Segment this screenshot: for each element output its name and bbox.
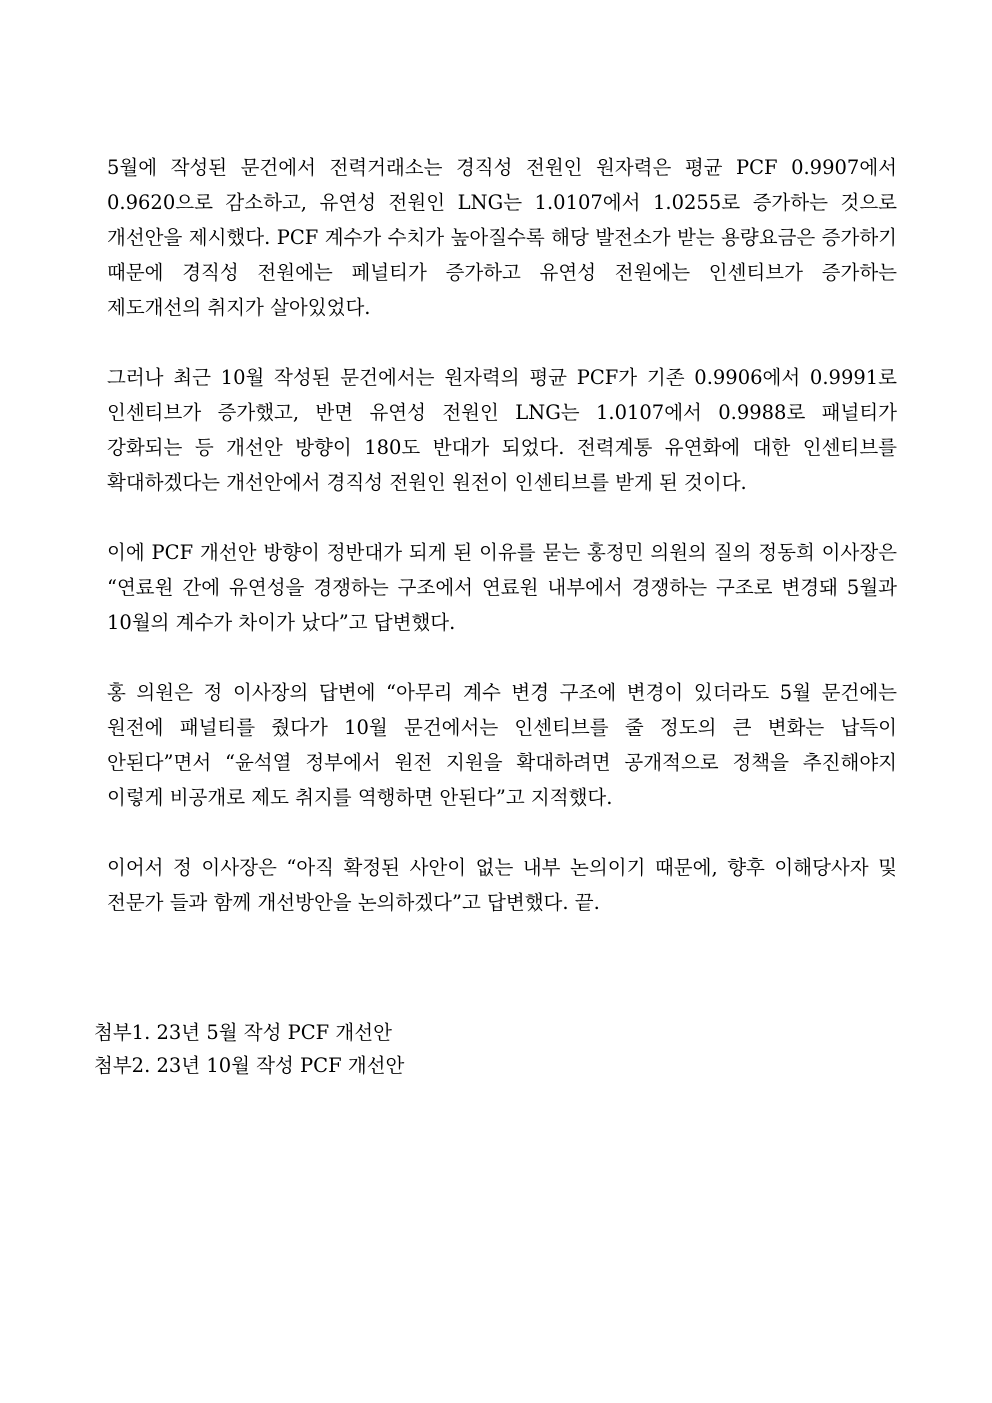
attachments-list — [94, 1016, 894, 1082]
paragraph-lawmaker-remarks: 홍 의원은 정 이사장의 답변에 “아무리 계수 변경 구조에 변경이 있더라도 5월 문건에는 원전에 패널티를 줬다가 10월 문건에서는 인센티브를 줄 정도의 큰 변화는 납득이 안된다”면서 “윤석열 정부에서 원전 지원을 확대하려면 공개적으로 정책을 추진해야지 이렇게 비공개로 제도 취지를 역행하면 안된다”고 지적했다. — [107, 681, 897, 809]
paragraph-hearing-question: 이에 PCF 개선안 방향이 정반대가 되게 된 이유를 묻는 홍정민 의원의 질의 정동희 이사장은 “연료원 간에 유연성을 경쟁하는 구조에서 연료원 내부에서 경쟁하는 구조로 변경돼 5월과 10월의 계수가 차이가 났다”고 답변했다. — [107, 541, 897, 634]
paragraph-closing-answer: 이어서 정 이사장은 “아직 확정된 사안이 없는 내부 논의이기 때문에, 향후 이해당사자 및 전문가 들과 함께 개선방안을 논의하겠다”고 답변했다. 끝. — [107, 856, 897, 914]
paragraph-pcf-october-proposal: 그러나 최근 10월 작성된 문건에서는 원자력의 평균 PCF가 기존 0.9906에서 0.9991로 인센티브가 증가했고, 반면 유연성 전원인 LNG는 1.0107에서 0.9988로 패널티가 강화되는 등 개선안 방향이 180도 반대가 되었다. 전력계통 유연화에 대한 인센티브를 확대하겠다는 개선안에서 경직성 전원인 원전이 인센티브를 받게 된 것이다. — [107, 366, 897, 494]
paragraph-pcf-may-proposal: 5월에 작성된 문건에서 전력거래소는 경직성 전원인 원자력은 평균 PCF 0.9907에서 0.9620으로 감소하고, 유연성 전원인 LNG는 1.0107에서 1.0255로 증가하는 것으로 개선안을 제시했다. PCF 계수가 수치가 높아질수록 해당 발전소가 받는 용량요금은 증가하기 때문에 경직성 전원에는 페널티가 증가하고 유연성 전원에는 인센티브가 증가하는 제도개선의 취지가 살아있었다. — [107, 156, 897, 319]
document-body — [107, 150, 897, 955]
attachment-item-2: 첨부2. 23년 10월 작성 PCF 개선안 — [94, 1054, 405, 1077]
attachment-item-1: 첨부1. 23년 5월 작성 PCF 개선안 — [94, 1021, 392, 1044]
